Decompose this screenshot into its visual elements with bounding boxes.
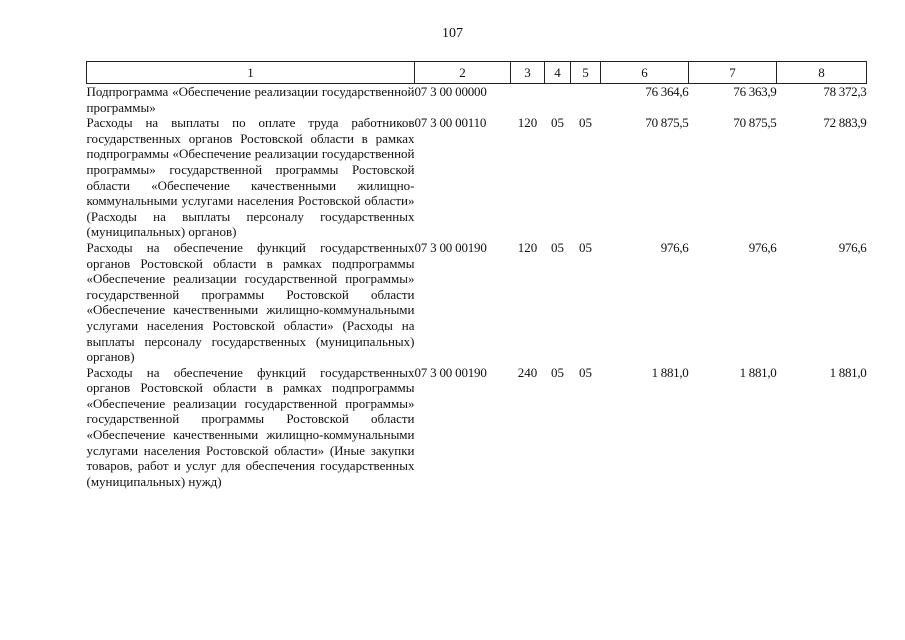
row-expense-type: 120 xyxy=(517,115,538,131)
table-header-row xyxy=(87,62,867,84)
row-value-col7: 976,6 xyxy=(748,239,777,255)
row-value-col6: 76 364,6 xyxy=(645,84,689,99)
row-description: Подпрограмма «Обеспечение реализации государственной программы» xyxy=(86,84,415,115)
header-col-5: 5 xyxy=(571,62,601,84)
row-expense-type: 120 xyxy=(517,239,538,255)
row-subsection xyxy=(571,84,601,116)
row-value-col8: 976,6 xyxy=(838,239,867,255)
row-section xyxy=(545,84,571,116)
row-expense-type xyxy=(511,84,545,116)
row-value-col7: 70 875,5 xyxy=(733,115,777,131)
row-program-code: 07 3 00 00190 xyxy=(414,364,487,380)
row-value-col6: 976,6 xyxy=(660,239,689,255)
header-col-2: 2 xyxy=(415,62,511,84)
row-value-col8: 78 372,3 xyxy=(823,84,867,99)
row-value-col8: 1 881,0 xyxy=(829,364,867,380)
header-col-4: 4 xyxy=(545,62,571,84)
row-section: 05 xyxy=(551,239,564,255)
row-subsection: 05 xyxy=(579,239,592,255)
header-col-3: 3 xyxy=(511,62,545,84)
row-subsection: 05 xyxy=(579,364,592,380)
row-description: Расходы на обеспечение функций государственных органов Ростовской области в рамках подпрограммы «Обеспечение реализации государственной программы» государственной программы Ростовской области «Обеспечение качественными жилищно-коммунальными услугами населения Ростовской области» (Иные закупки товаров, работ и услуг для обеспечения государственных (муниципальных) нужд) xyxy=(86,364,415,489)
row-subsection: 05 xyxy=(579,115,592,131)
row-section: 05 xyxy=(551,364,564,380)
table-row xyxy=(87,115,867,240)
row-description: Расходы на обеспечение функций государственных органов Ростовской области в рамках подпрограммы «Обеспечение реализации государственной программы» государственной программы Ростовской области «Обеспечение качественными жилищно-коммунальными услугами населения Ростовской области» (Расходы на выплаты персоналу государственных (муниципальных) органов) xyxy=(86,239,415,365)
header-col-8: 8 xyxy=(777,62,867,84)
row-value-col6: 70 875,5 xyxy=(645,115,689,131)
header-col-1: 1 xyxy=(87,62,415,84)
row-program-code: 07 3 00 00190 xyxy=(414,239,487,255)
row-expense-type: 240 xyxy=(517,364,538,380)
row-description: Расходы на выплаты по оплате труда работников государственных органов Ростовской области в рамках подпрограммы «Обеспечение реализации государственной программы» государственной программы Ростовской области «Обеспечение качественными жилищно-коммунальными услугами населения Ростовской области» (Расходы на выплаты персоналу государственных (муниципальных) органов) xyxy=(86,115,415,240)
table-row xyxy=(87,240,867,365)
header-col-7: 7 xyxy=(689,62,777,84)
row-program-code: 07 3 00 00000 xyxy=(414,84,487,99)
row-section: 05 xyxy=(551,115,564,131)
row-value-col8: 72 883,9 xyxy=(823,115,867,131)
page-number: 107 xyxy=(442,26,463,41)
row-program-code: 07 3 00 00110 xyxy=(414,115,487,131)
table-row xyxy=(87,365,867,490)
header-col-6: 6 xyxy=(601,62,689,84)
row-value-col7: 76 363,9 xyxy=(733,84,777,99)
row-value-col7: 1 881,0 xyxy=(739,364,777,380)
table-row xyxy=(87,84,867,116)
row-value-col6: 1 881,0 xyxy=(651,364,689,380)
budget-table xyxy=(86,61,867,489)
